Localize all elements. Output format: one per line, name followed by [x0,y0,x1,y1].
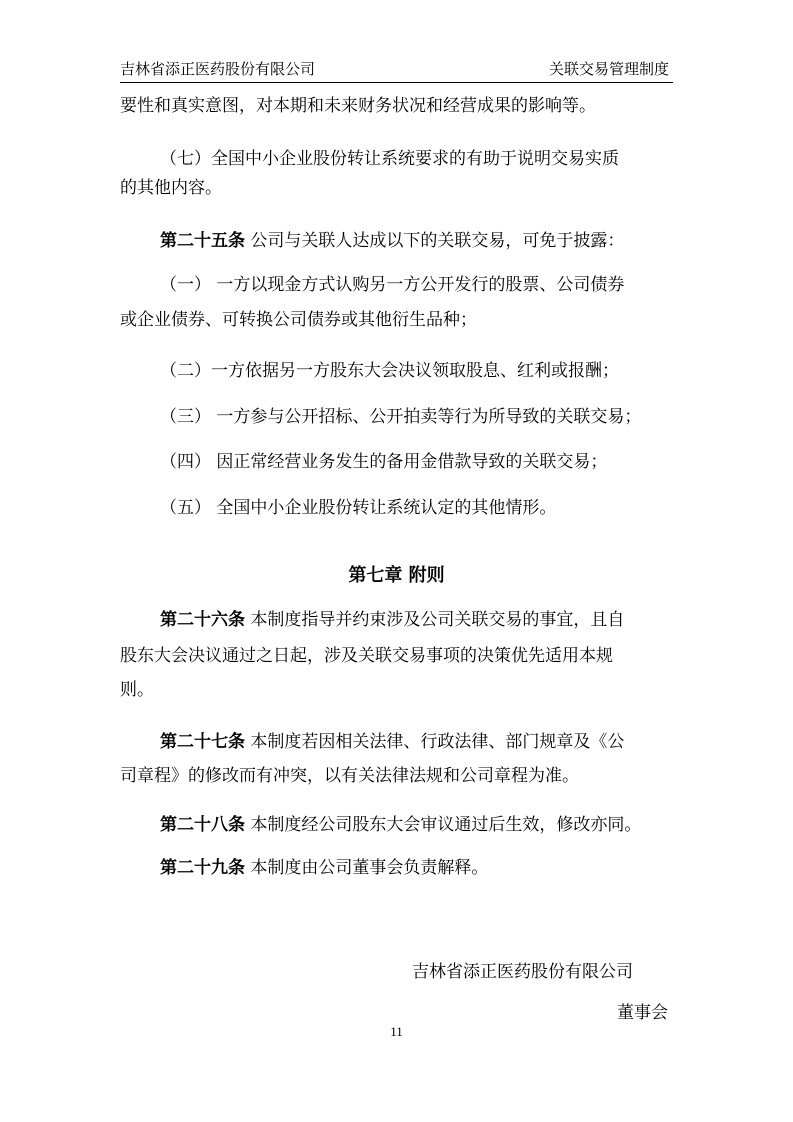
article-label: 第二十八条 [160,815,245,835]
list-item: （三） 一方参与公开招标、公开拍卖等行为所导致的关联交易； [160,407,642,427]
article-text: 本制度经公司股东大会审议通过后生效，修改亦同。 [245,815,642,835]
article-text: 本制度若因相关法律、行政法律、部门规章及《公 [245,732,625,752]
paragraph-line: 司章程》的修改而有冲突，以有关法律法规和公司章程为准。 [120,766,579,786]
header-company: 吉林省添正医药股份有限公司 [120,60,316,78]
article-29 [160,856,720,880]
article-text: 本制度指导并约束涉及公司关联交易的事宜，且自 [245,610,625,630]
list-item: （五） 全国中小企业股份转让系统认定的其他情形。 [160,498,557,518]
article-label: 第二十六条 [160,610,245,630]
list-item: （二）一方依据另一方股东大会决议领取股息、红利或报酬； [160,361,619,381]
article-26 [160,608,720,632]
article-label: 第二十九条 [160,858,245,878]
signature-board: 董事会 [617,1003,668,1023]
paragraph-line: 的其他内容。 [120,178,222,198]
article-28 [160,813,720,837]
article-27 [160,730,720,754]
paragraph-line: 则。 [120,680,154,700]
chapter-heading: 第七章 附则 [348,565,445,586]
page-header [120,54,673,83]
list-item: （四） 因正常经营业务发生的备用金借款导致的关联交易； [160,452,608,472]
signature-company: 吉林省添正医药股份有限公司 [412,962,633,982]
article-text: 本制度由公司董事会负责解释。 [245,858,489,878]
article-label: 第二十五条 [160,231,245,251]
article-label: 第二十七条 [160,732,245,752]
page-number: 11 [390,1024,403,1039]
article-text: 公司与关联人达成以下的关联交易，可免于披露： [245,231,625,251]
paragraph-line: 股东大会决议通过之日起，涉及关联交易事项的决策优先适用本规 [120,646,613,666]
list-item: （一） 一方以现金方式认购另一方公开发行的股票、公司债券 [160,275,625,295]
paragraph-line: 要性和真实意图，对本期和未来财务状况和经营成果的影响等。 [120,96,596,116]
list-item-continued: 或企业债券、可转换公司债券或其他衍生品种； [120,310,477,330]
paragraph-line: （七）全国中小企业股份转让系统要求的有助于说明交易实质 [160,149,619,169]
article-25 [160,229,720,253]
header-doc-title: 关联交易管理制度 [548,60,669,78]
